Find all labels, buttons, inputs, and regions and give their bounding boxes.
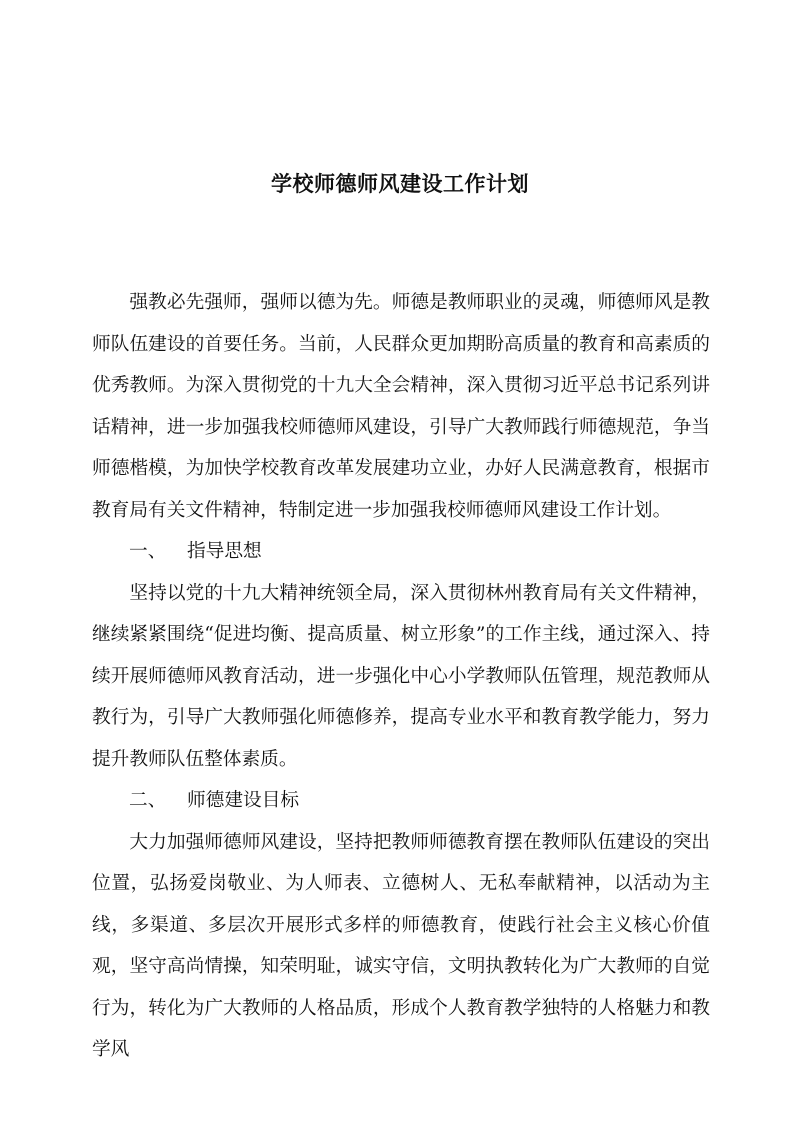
document-title: 学校师德师风建设工作计划 [271, 172, 529, 196]
section-title-1: 指导思想 [187, 541, 262, 562]
section-paragraph-2: 大力加强师德师风建设，坚持把教师师德教育摆在教师队伍建设的突出位置，弘扬爱岗敬业、为人师表、立德树人、无私奉献精神，以活动为主线，多渠道、多层次开展形式多样的师德教育，使践行社会主义核心价值观，坚守高尚情操，知荣明耻，诚实守信，文明执教转化为广大教师的自觉行为，转化为广大教师的人格品质，形成个人教育教学独特的人格魅力和教学风 [92, 831, 710, 1060]
section-heading-1 [92, 531, 710, 573]
section-number-1: 一、 [129, 541, 167, 562]
document-body [92, 282, 710, 1071]
section-title-2: 师德建设目标 [187, 790, 300, 811]
intro-paragraph: 强教必先强师，强师以德为先。师德是教师职业的灵魂，师德师风是教师队伍建设的首要任务。当前，人民群众更加期盼高质量的教育和高素质的优秀教师。为深入贯彻党的十九大全会精神，深入贯彻习近平总书记系列讲话精神，进一步加强我校师德师风建设，引导广大教师践行师德规范，争当师德楷模，为加快学校教育改革发展建功立业，办好人民满意教育，根据市教育局有关文件精神，特制定进一步加强我校师德师风建设工作计划。 [92, 292, 710, 521]
section-heading-2 [92, 780, 710, 822]
section-number-2: 二、 [129, 790, 167, 811]
section-paragraph-1: 坚持以党的十九大精神统领全局，深入贯彻林州教育局有关文件精神，继续紧紧围绕“促进均衡、提高质量、树立形象”的工作主线，通过深入、持续开展师德师风教育活动，进一步强化中心小学教师队伍管理，规范教师从教行为，引导广大教师强化师德修养，提高专业水平和教育教学能力，努力提升教师队伍整体素质。 [92, 582, 710, 770]
